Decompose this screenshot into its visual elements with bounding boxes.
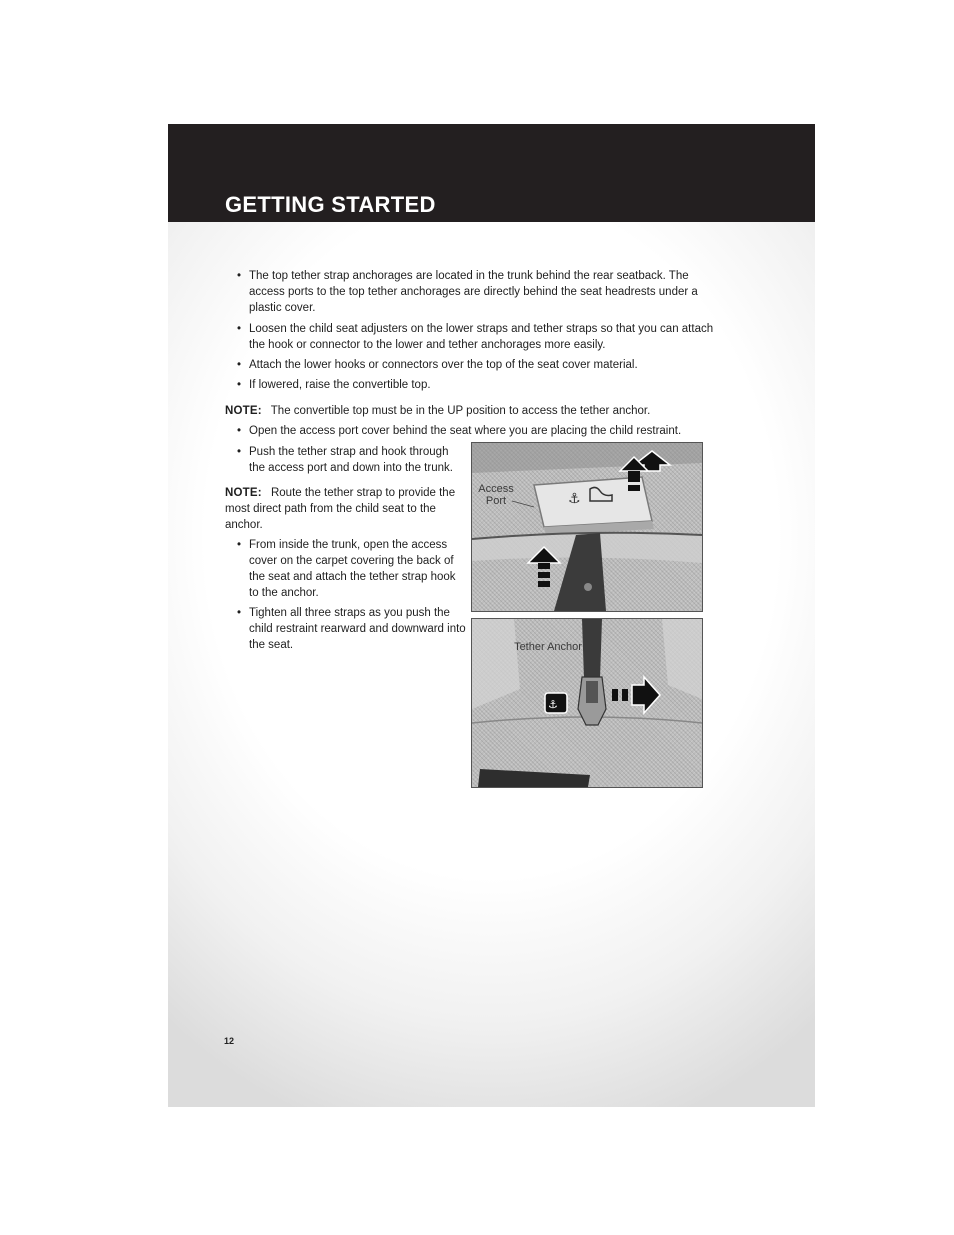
anchor-child-seat-icon (545, 693, 567, 713)
bullet-push-tether: • Push the tether strap and hook through the access port and down into the trunk. (225, 444, 459, 476)
bullet-tighten-straps: • Tighten all three straps as you push the child restraint rearward and downward into the seat. (225, 605, 471, 653)
bullet-loosen-adjusters: • Loosen the child seat adjusters on the lower straps and tether straps so that you can attach the hook or connector to the lower and tether anchorages more easily. (225, 321, 719, 353)
note-convertible-top (225, 403, 725, 419)
note-route-tether (225, 485, 461, 533)
bullet-attach-lower-hooks: • Attach the lower hooks or connectors over the top of the seat cover material. (225, 357, 719, 373)
bullet-open-access-port: • Open the access port cover behind the seat where you are placing the child restraint. (225, 423, 749, 439)
note-label: NOTE: (225, 487, 262, 499)
arrow-right-icon (612, 677, 660, 713)
note-text: Route the tether strap to provide the most direct path from the child seat to the anchor. (225, 487, 456, 531)
label-access-port: Access Port (478, 483, 514, 507)
figure-tether-anchor (471, 618, 703, 788)
manual-page (168, 124, 815, 1107)
bullet-top-tether-location: • The top tether strap anchorages are located in the trunk behind the rear seatback. The access ports to the top tether anchorages are directly behind the seat headrests under a plastic cover. (225, 268, 719, 316)
note-text: The convertible top must be in the UP position to access the tether anchor. (270, 405, 651, 417)
section-header (168, 124, 815, 222)
bullet-open-access-cover: • From inside the trunk, open the access cover on the carpet covering the back of the seat and attach the tether strap hook to the anchor. (225, 537, 463, 601)
access-port-illustration (472, 443, 702, 611)
page-number: 12 (224, 1036, 235, 1046)
label-tether-anchor: Tether Anchor (514, 641, 582, 653)
svg-text:⚓: ⚓ (548, 698, 558, 711)
note-label: NOTE: (225, 405, 262, 417)
svg-text:⚓: ⚓ (568, 491, 581, 507)
figure-access-port (471, 442, 703, 612)
bullet-raise-top: • If lowered, raise the convertible top. (225, 377, 719, 393)
section-title: GETTING STARTED (225, 192, 436, 217)
